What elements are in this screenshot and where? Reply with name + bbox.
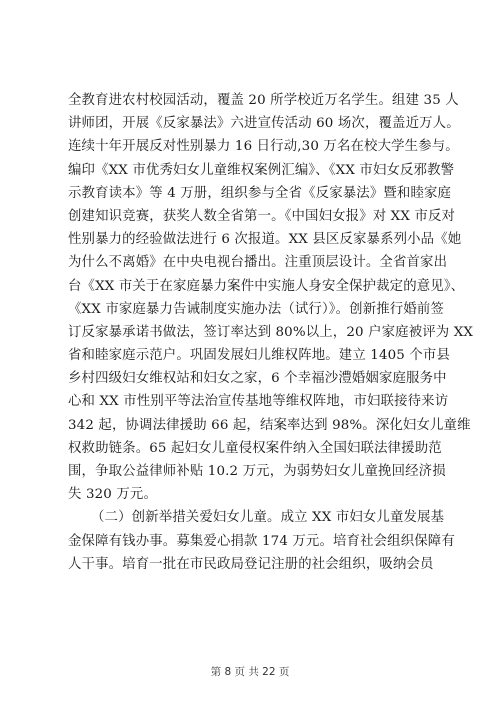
text-line: 围，争取公益律师补贴 10.2 万元，为弱势妇女儿童挽回经济损 (68, 464, 446, 479)
text-line: 金保障有钱办事。募集爱心捐款 174 万元。培育社会组织保障有 (68, 533, 455, 549)
text-line: 人干事。培育一批在市民政局登记注册的社会组织，吸纳会员 (68, 556, 434, 572)
text-line: 编印《XX 市优秀妇女儿童维权案例汇编》、《XX 市妇女反邪教警 (68, 162, 455, 178)
text-line: 权救助链条。65 起妇女儿童侵权案件纳入全国妇联法律援助范 (68, 440, 442, 456)
text-line: 台《XX 市关于在家庭暴力案件中实施人身安全保护裁定的意见》、 (68, 278, 465, 294)
text-line: 性别暴力的经验做法进行 6 次报道。XX 县区反家暴系列小品《她 (68, 232, 462, 248)
text-line: 342 起，协调法律援助 66 起，结案率达到 98%。深化妇女儿童维 (68, 417, 471, 433)
body-text (68, 89, 474, 576)
page-number-footer: 第 8 页 共 22 页 (210, 666, 290, 678)
text-line: 示教育读本》等 4 万册，组织参与全省《反家暴法》暨和睦家庭 (68, 185, 452, 201)
text-line: 全教育进农村校园活动，覆盖 20 所学校近万名学生。组建 35 人 (68, 93, 459, 108)
text-line: 为什么不离婚》在中央电视台播出。注重顶层设计。全省首家出 (68, 255, 448, 271)
text-line: 创建知识竞赛，获奖人数全省第一。《中国妇女报》对 XX 市反对 (68, 208, 456, 224)
text-line: 乡村四级妇女维权站和妇女之家，6 个幸福沙澧婚姻家庭服务中 (68, 371, 447, 387)
text-line: 心和 XX 市性别平等法治宣传基地等维权阵地，市妇联接待来访 (68, 394, 449, 410)
text-line: 《XX 市家庭暴力告诫制度实施办法（试行）》。创新推行婚前签 (68, 301, 444, 317)
text-line: 讲师团，开展《反家暴法》六进宣传活动 60 场次，覆盖近万人。 (68, 116, 460, 132)
text-line: 连续十年开展反对性别暴力 16 日行动,30 万名在校大学生参与。 (68, 139, 459, 155)
text-line: 失 320 万元。 (68, 487, 157, 503)
section-heading-line: （二）创新举措关爱妇女儿童。成立 XX 市妇女儿童发展基 (91, 510, 445, 526)
text-line: 订反家暴承诺书做法，签订率达到 80%以上，20 户家庭被评为 XX (68, 324, 474, 340)
text-line: 省和睦家庭示范户。巩固发展妇儿维权阵地。建立 1405 个市县 (68, 348, 451, 364)
